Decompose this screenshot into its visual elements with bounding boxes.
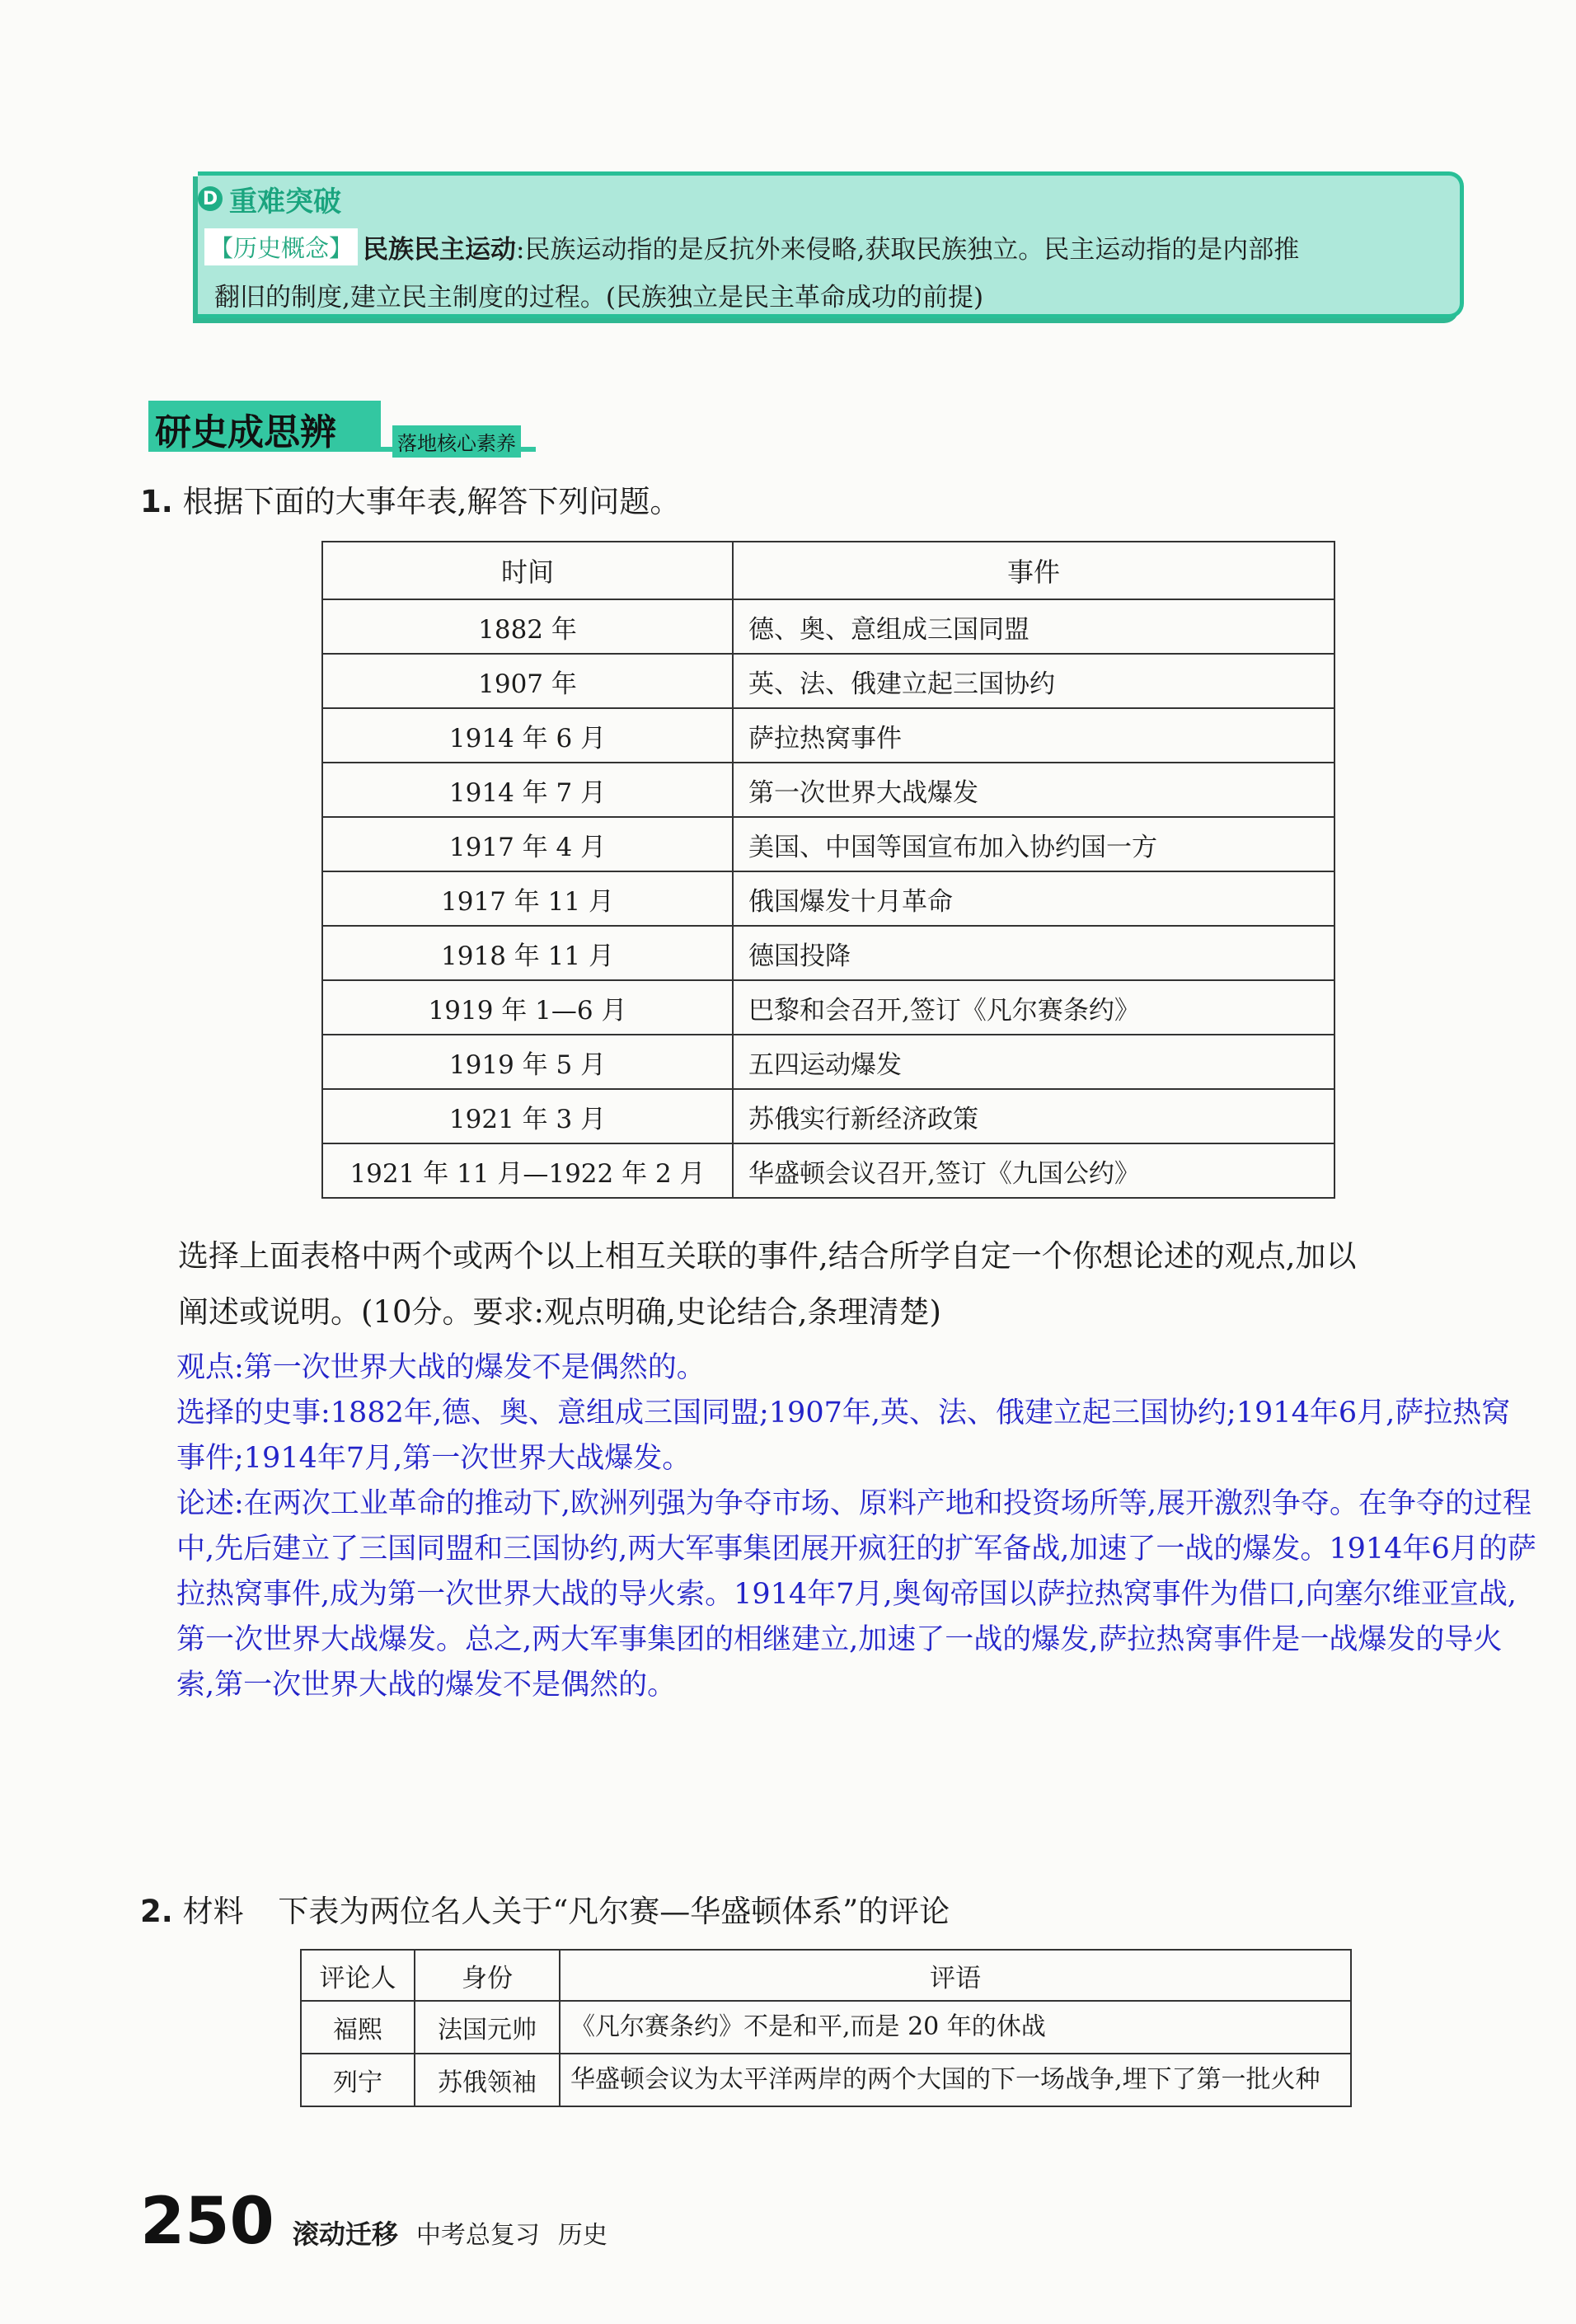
timeline-row [322, 871, 1334, 926]
key-box-line-1 [204, 228, 1299, 265]
question-2-number: 2. [140, 1894, 173, 1929]
review-comment: 华盛顿会议为太平洋两岸的两个大国的下一场战争,埋下了第一批火种 [560, 2054, 1351, 2106]
material-label: 材料 [182, 1894, 244, 1929]
timeline-row [322, 1143, 1334, 1198]
answer-facts: 选择的史事:1882年,德、奥、意组成三国同盟;1907年,英、法、俄建立起三国协约;1914年6月,萨拉热窝事件;1914年7月,第一次世界大战爆发。 [176, 1397, 1511, 1475]
review-comment: 《凡尔赛条约》不是和平,而是 20 年的休战 [560, 2001, 1351, 2054]
timeline-event: 萨拉热窝事件 [733, 708, 1334, 763]
concept-tag: 【历史概念】 [204, 228, 358, 265]
review-header-row [301, 1950, 1351, 2001]
timeline-time: 1917 年 4 月 [322, 817, 733, 871]
timeline-body [322, 599, 1334, 1198]
d-circle-icon: D [198, 186, 223, 211]
review-body [301, 2001, 1351, 2106]
timeline-time: 1917 年 11 月 [322, 871, 733, 926]
review-row [301, 2001, 1351, 2054]
timeline-time: 1919 年 1—6 月 [322, 980, 733, 1035]
key-box-title: 重难突破 [229, 185, 341, 218]
section-title: 研史成思辨 [155, 411, 336, 453]
timeline-event: 德国投降 [733, 926, 1334, 980]
key-box-header [198, 181, 341, 217]
answer-viewpoint: 观点:第一次世界大战的爆发不是偶然的。 [176, 1351, 706, 1384]
key-box-line-2: 翻旧的制度,建立民主制度的过程。(民族独立是民主革命成功的前提) [214, 283, 984, 312]
timeline-row [322, 926, 1334, 980]
timeline-row [322, 1089, 1334, 1143]
timeline-event: 苏俄实行新经济政策 [733, 1089, 1334, 1143]
book-name: 中考总复习 [415, 2221, 540, 2250]
timeline-event: 英、法、俄建立起三国协约 [733, 654, 1334, 708]
timeline-event: 德、奥、意组成三国同盟 [733, 599, 1334, 654]
concept-term: 民族民主运动 [363, 235, 517, 265]
timeline-time: 1882 年 [322, 599, 733, 654]
timeline-event: 美国、中国等国宣布加入协约国一方 [733, 817, 1334, 871]
timeline-row [322, 1035, 1334, 1089]
timeline-event: 第一次世界大战爆发 [733, 763, 1334, 817]
timeline-header-time: 时间 [322, 542, 733, 599]
timeline-header-row [322, 542, 1334, 599]
timeline-event: 巴黎和会召开,签订《凡尔赛条约》 [733, 980, 1334, 1035]
section-subtitle: 落地核心素养 [392, 425, 521, 458]
question-1-answer [176, 1345, 1536, 1708]
review-header-identity: 身份 [415, 1950, 560, 2001]
series-name: 滚动迁移 [292, 2218, 398, 2250]
question-2-text: 下表为两位名人关于“凡尔赛—华盛顿体系”的评论 [278, 1894, 950, 1929]
timeline-time: 1918 年 11 月 [322, 926, 733, 980]
review-row [301, 2054, 1351, 2106]
timeline-row [322, 654, 1334, 708]
subject-name: 历史 [557, 2221, 607, 2250]
review-person: 福熙 [301, 2001, 415, 2054]
review-table [300, 1949, 1352, 2107]
key-difficulty-box [198, 171, 1464, 318]
timeline-row [322, 599, 1334, 654]
timeline-time: 1914 年 7 月 [322, 763, 733, 817]
timeline-row [322, 708, 1334, 763]
review-header-person: 评论人 [301, 1950, 415, 2001]
timeline-time: 1914 年 6 月 [322, 708, 733, 763]
timeline-event: 五四运动爆发 [733, 1035, 1334, 1089]
answer-argument: 论述:在两次工业革命的推动下,欧洲列强为争夺市场、原料产地和投资场所等,展开激烈争夺。在争夺的过程中,先后建立了三国同盟和三国协约,两大军事集团展开疯狂的扩军备战,加速了一战的爆发。1914年6月的萨拉热窝事件,成为第一次世界大战的导火索。1914年7月,奥匈帝国以萨拉热窝事件为借口,向塞尔维亚宣战,第一次世界大战爆发。总之,两大军事集团的相继建立,加速了一战的爆发,萨拉热窝事件是一战爆发的导火索,第一次世界大战的爆发不是偶然的。 [176, 1487, 1536, 1702]
timeline-header-event: 事件 [733, 542, 1334, 599]
concept-definition: :民族运动指的是反抗外来侵略,获取民族独立。民主运动指的是内部推 [516, 235, 1300, 265]
question-1-task-line-1: 选择上面表格中两个或两个以上相互关联的事件,结合所学自定一个你想论述的观点,加以 [178, 1238, 1357, 1274]
review-identity: 法国元帅 [415, 2001, 560, 2054]
question-1-task-line-2: 阐述或说明。(10分。要求:观点明确,史论结合,条理清楚) [178, 1294, 941, 1330]
timeline-event: 华盛顿会议召开,签订《九国公约》 [733, 1143, 1334, 1198]
question-1-task [178, 1228, 1357, 1340]
timeline-table [321, 541, 1335, 1199]
timeline-row [322, 763, 1334, 817]
question-1-text: 根据下面的大事年表,解答下列问题。 [182, 484, 681, 519]
page-number: 250 [140, 2185, 274, 2259]
timeline-time: 1921 年 11 月—1922 年 2 月 [322, 1143, 733, 1198]
timeline-row [322, 980, 1334, 1035]
page-footer [140, 2185, 607, 2259]
timeline-time: 1907 年 [322, 654, 733, 708]
review-identity: 苏俄领袖 [415, 2054, 560, 2106]
timeline-event: 俄国爆发十月革命 [733, 871, 1334, 926]
question-1-number: 1. [140, 484, 173, 519]
question-2-stem [140, 1886, 950, 1931]
question-1-stem [140, 477, 680, 521]
review-person: 列宁 [301, 2054, 415, 2106]
timeline-row [322, 817, 1334, 871]
timeline-time: 1919 年 5 月 [322, 1035, 733, 1089]
review-header-comment: 评语 [560, 1950, 1351, 2001]
timeline-time: 1921 年 3 月 [322, 1089, 733, 1143]
